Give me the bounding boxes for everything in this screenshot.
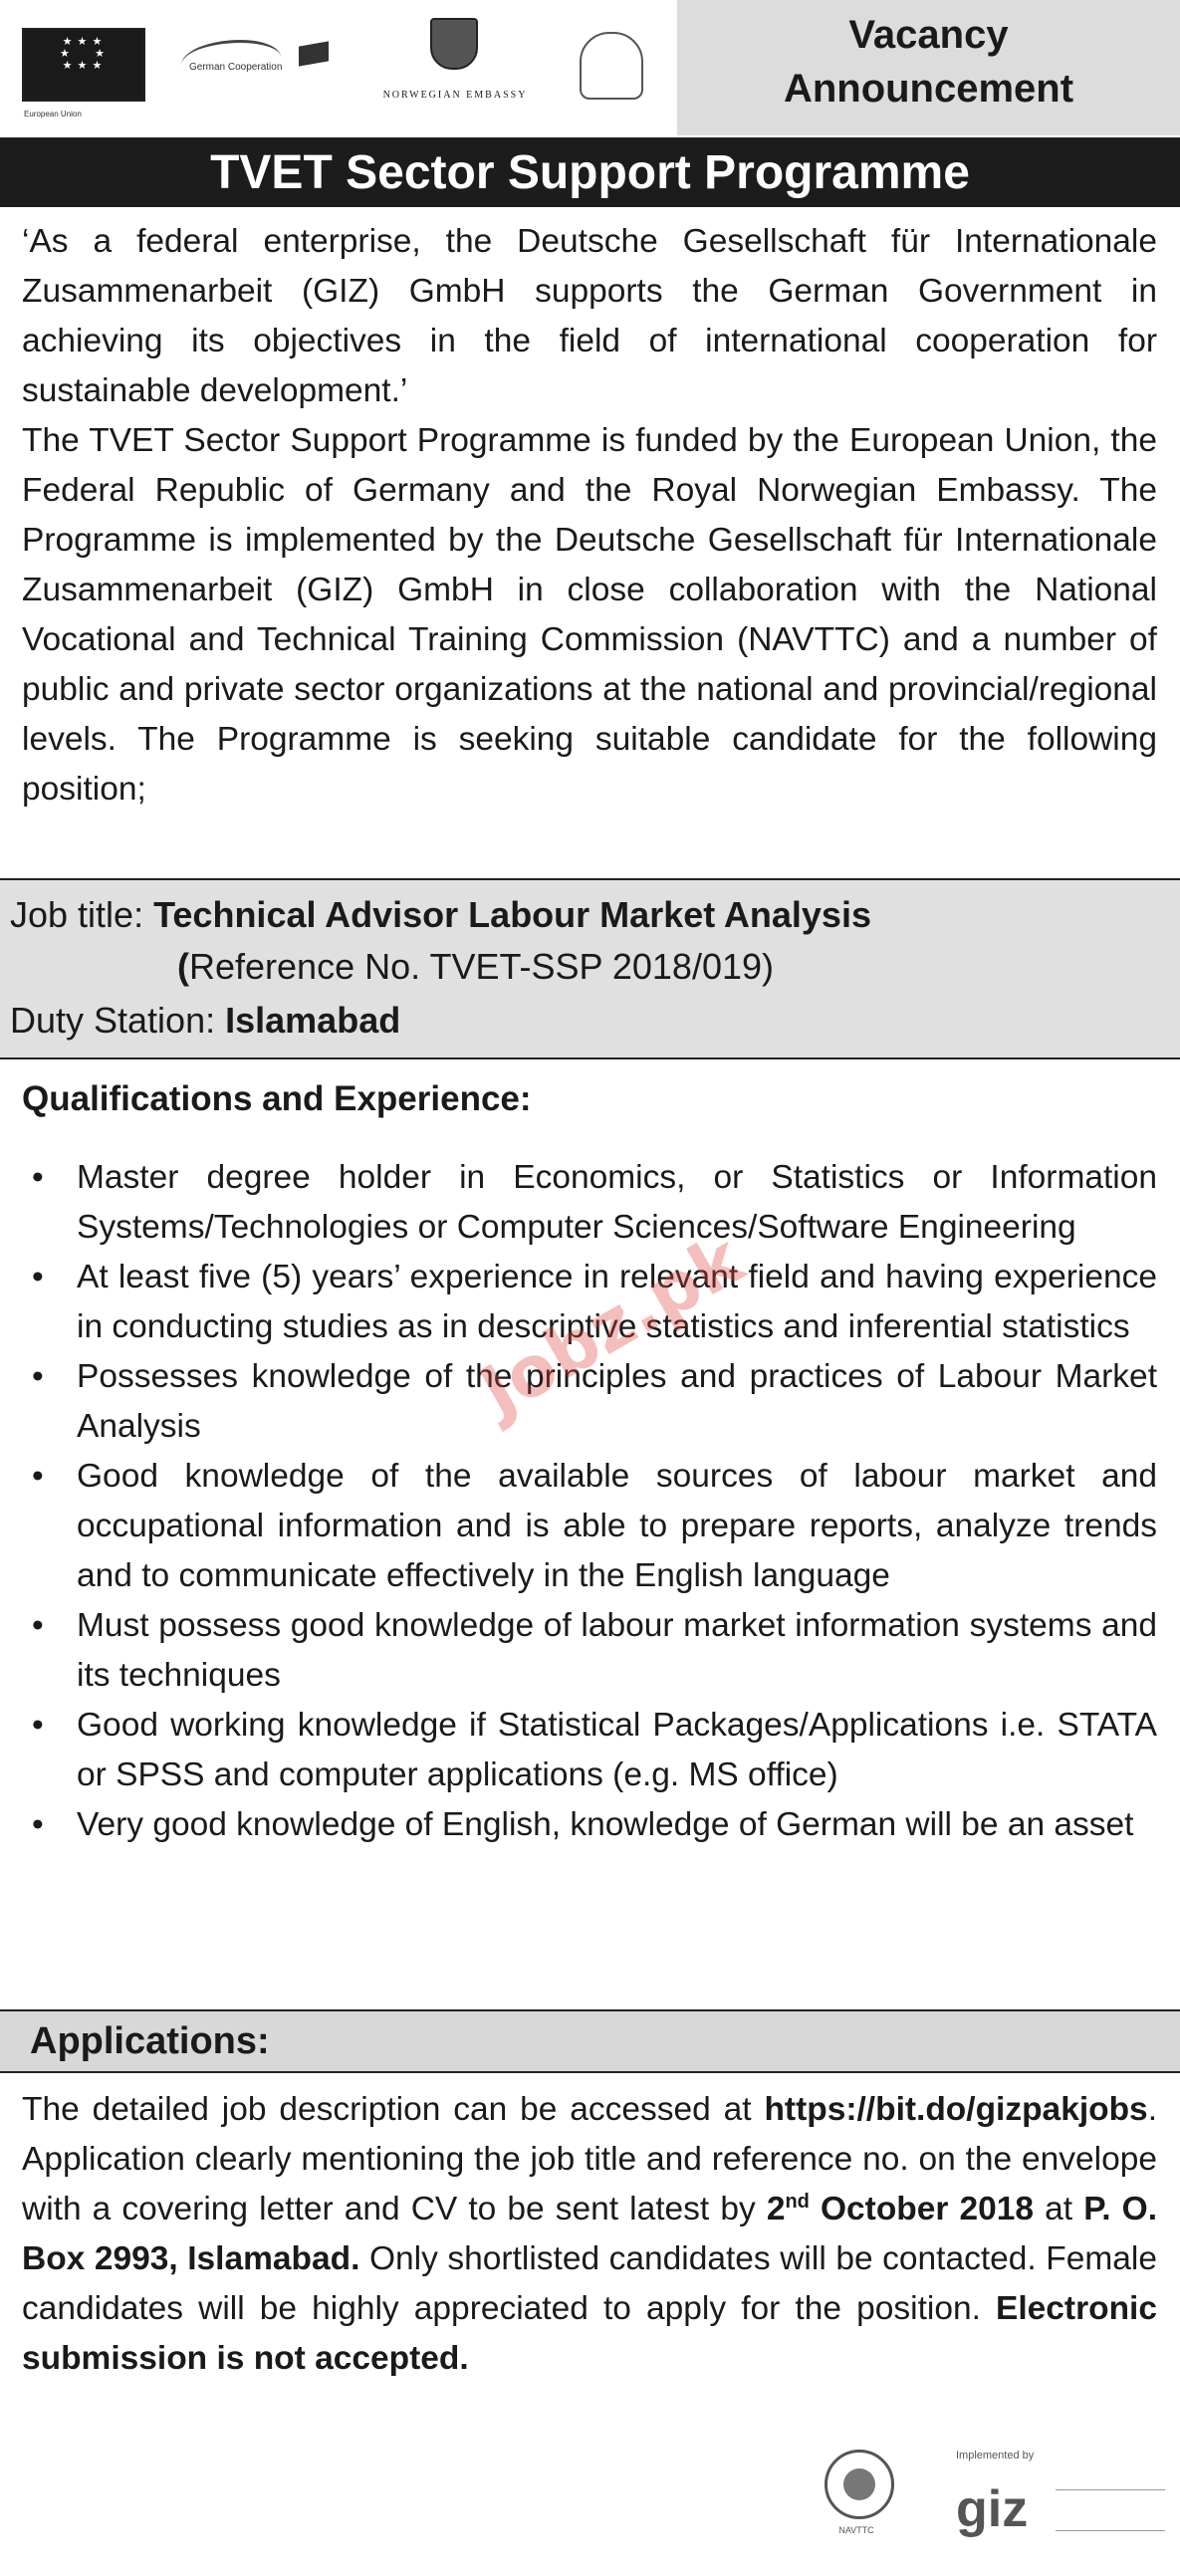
deadline-day: 2 [766,2191,786,2227]
bullet-icon: • [32,1607,44,1644]
deadline-rest: October 2018 [809,2191,1035,2227]
programme-description: The TVET Sector Support Programme is funded by the European Union, the Federal Republic of Germany and the Royal Norwegian Embassy. The Programme is implemented by the Deutsche Gesellschaft für Internationale Zusammenarbeit (GIZ) GmbH in close collaboration with the National Vocational and Technical Training Commission (NAVTTC) and a number of public and private sector organizations at the national and provincial/regional levels. The Programme is seeking suitable candidate for the following position; [22,422,1157,808]
programme-title: TVET Sector Support Programme [0,139,1180,207]
list-item [22,1452,1157,1601]
qualification-text: At least five (5) years’ experience in relevant field and having experience in conducting studies as in descriptive statistics and inferential statistics [77,1259,1157,1345]
flag-icon [299,41,329,66]
applications-heading: Applications: [30,2020,270,2062]
shortlist-note: Only shortlisted candidates will be contacted. Female candidates will be highly appreciated to apply for the position. [22,2240,1157,2327]
duty-station-label: Duty Station: [10,1000,216,1041]
navttc-logo [817,2450,896,2545]
job-title-label: Job title: [10,894,144,935]
duty-station-line [10,998,400,1044]
applications-text [22,2085,1157,2384]
vacancy-line-1: Vacancy [848,13,1009,57]
navttc-caption: NAVTTC [838,2525,874,2535]
eu-flag-logo [22,28,145,118]
qualifications-heading: Qualifications and Experience: [22,1079,532,1118]
eu-logo-caption: European Union [24,110,82,118]
giz-logo [956,2450,1175,2559]
postal-address: P. O. Box 2993, Islamabad. [22,2191,1158,2277]
bullet-icon: • [32,1259,44,1295]
qualification-text: Good knowledge of the available sources of labour market and occupational information and is able to prepare reports, analyze trends and to communicate effectively in the English language [77,1458,1157,1594]
job-title-value: Technical Advisor Labour Market Analysis [153,894,871,935]
duty-station-value: Islamabad [225,1000,401,1041]
at-word: at [1034,2191,1084,2227]
deadline [767,2191,1034,2227]
german-cooperation-caption: German Cooperation [189,62,283,73]
qualification-text: Good working knowledge if Statistical Packages/Applications i.e. STATA or SPSS and computer applications (e.g. MS office) [77,1707,1157,1793]
list-item [22,1153,1157,1253]
giz-quote: ‘As a federal enterprise, the Deutsche Gesellschaft für Internationale Zusammenarbeit (GIZ) GmbH supports the German Government in achieving its objectives in the field of international cooperation for sustainable development.’ [22,223,1157,409]
giz-small-print-icon [1056,2489,1165,2531]
job-info-box [0,878,1180,1059]
qualification-text: Possesses knowledge of the principles and practices of Labour Market Analysis [77,1358,1157,1445]
bullet-icon: • [32,1159,44,1196]
qualifications-list [22,1153,1157,1850]
application-instructions: Application clearly mentioning the job title and reference no. on the envelope with a covering letter and CV to be sent latest by [22,2141,1157,2227]
bullet-icon: • [32,1707,44,1744]
bullet-icon: • [32,1358,44,1395]
norwegian-embassy-logo [360,18,550,117]
qualification-text: Must possess good knowledge of labour market information systems and its techniques [77,1607,1157,1694]
navttc-seal-icon [825,2450,894,2519]
no-electronic-submission: Electronic submission is not accepted. [22,2290,1157,2377]
reference-number: Reference No. TVET-SSP 2018/019) [189,946,775,987]
job-title-line [10,892,871,938]
vacancy-line-2: Announcement [783,67,1074,111]
reference-line [177,944,774,990]
partner-logos [22,18,659,117]
pakistan-emblem-icon [580,32,643,100]
header [0,0,1180,139]
eu-stars-icon: ★ ★ ★ ★ ★ ★ ★ ★ [59,36,107,72]
job-description-line [22,2085,1157,2384]
list-item [22,1601,1157,1701]
intro-section [22,217,1157,815]
qualification-text: Master degree holder in Economics, or Statistics or Information Systems/Technologies or Computer Sciences/Software Engineering [77,1159,1157,1246]
bullet-icon: • [32,1806,44,1843]
applications-bar [0,2009,1180,2073]
bullet-icon: • [32,1458,44,1495]
description-prefix: The detailed job description can be accessed at [22,2091,765,2128]
vacancy-announcement-title [677,8,1180,116]
giz-wordmark: giz [956,2480,1029,2538]
deadline-ordinal: nd [785,2190,810,2213]
list-item [22,1800,1157,1850]
norwegian-embassy-caption: NORWEGIAN EMBASSY [382,90,528,101]
german-cooperation-logo [181,36,331,96]
qualification-text: Very good knowledge of English, knowledge of German will be an asset [77,1806,1134,1843]
vacancy-announcement-box [677,0,1180,135]
footer-logos [797,2440,1175,2569]
implemented-by-label: Implemented by [956,2450,1035,2461]
list-item [22,1701,1157,1800]
watermark: Jobz.pk [466,1218,757,1433]
reference-open-paren: ( [177,946,189,987]
norway-crest-icon [430,18,478,70]
description-suffix: . [1147,2091,1157,2128]
job-description-link[interactable]: https://bit.do/gizpakjobs [764,2091,1148,2128]
